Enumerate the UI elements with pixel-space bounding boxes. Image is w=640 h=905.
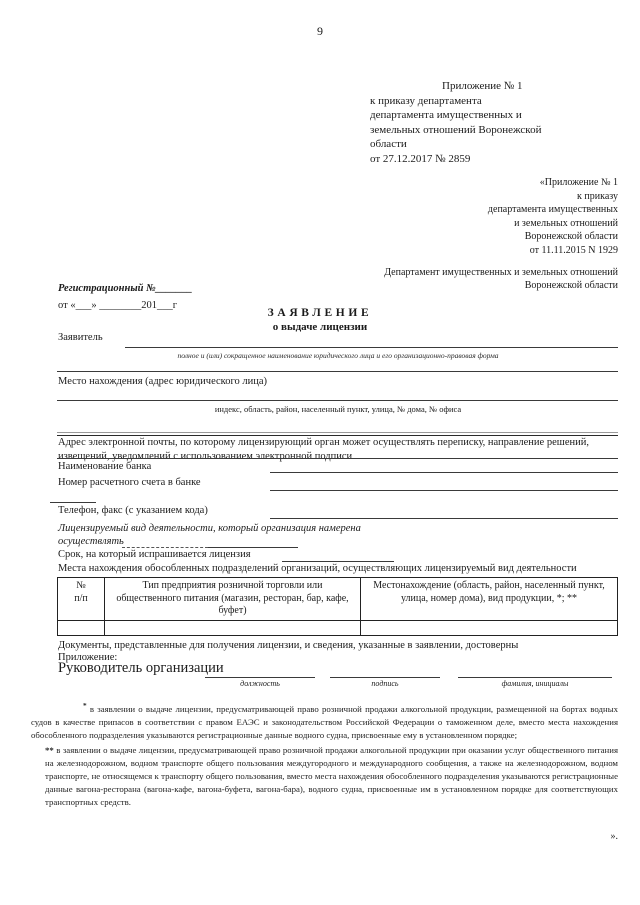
location-label: Место нахождения (адрес юридического лица)	[58, 376, 268, 387]
attachment-label: Приложение:	[58, 652, 118, 663]
closing-quote: ».	[610, 831, 618, 842]
declaration-text: Документы, представленные для получения лицензии, и сведения, указанные в заявлении, достоверны	[58, 640, 519, 651]
phone-fill-line	[270, 518, 618, 519]
head-of-organization-label: Руководитель организации	[58, 660, 224, 676]
applicant-label: Заявитель	[58, 332, 103, 343]
bank-name-fill-line	[270, 472, 618, 473]
appendix-ref-2015	[318, 176, 618, 257]
appendix-ref-line: области	[370, 138, 407, 150]
activity-fill-line-dashed	[122, 547, 208, 548]
branches-table	[57, 577, 618, 636]
appendix-ref-line: к приказу департамента	[370, 94, 482, 107]
position-caption: должность	[240, 679, 280, 688]
registration-date-label: от «___» ________201___г	[58, 300, 178, 311]
appendix-ref-line: Воронежской области	[524, 231, 618, 242]
activity-fill-line	[208, 547, 298, 548]
table-header-location: Местонахождение (область, район, населенный пункт, улица, номер дома), вид продукции, *; **	[361, 578, 618, 621]
appendix-ref-line: Приложение № 1	[442, 80, 523, 92]
appendix-ref-line: и земельных отношений	[514, 217, 618, 229]
location-fill-line	[57, 400, 618, 401]
account-number-label: Номер расчетного счета в банке	[58, 477, 201, 488]
name-caption: фамилия, инициалы	[501, 679, 569, 688]
department-line: Воронежской области	[524, 280, 618, 291]
appendix-ref-line: «Приложение № 1	[539, 177, 618, 188]
branches-label: Места нахождения обособленных подразделений организаций, осуществляющих лицензируемый вид деятельности	[58, 563, 577, 574]
table-cell-empty	[105, 620, 361, 635]
signature-line	[330, 677, 440, 678]
table-header-number	[58, 578, 105, 621]
location-caption: индекс, область, район, населенный пункт, улица, № дома, № офиса	[214, 404, 462, 414]
table-header-row	[58, 578, 618, 621]
signature-caption: подпись	[371, 679, 399, 688]
email-paragraph: Адрес электронной почты, по которому лицензирующий орган может осуществлять переписку, направление решений, извещений, уведомлений с использованием электронной подписи	[58, 437, 589, 462]
footnote-text: в заявлении о выдаче лицензии, предусматривающей право розничной продажи алкогольной продукции, размещенной на бортах водных судов в качестве припасов в соответствии с правом ЕАЭС и законодательством Российской Федерации о таможенном деле, вместо места нахождения обособленного подразделения указываются регистрационные данные водного судна, присвоенные ему в установленном порядке;	[31, 703, 618, 740]
department-line: Департамент имущественных и земельных отношений	[384, 267, 618, 278]
appendix-ref-line: департамента имущественных	[487, 204, 618, 215]
section-rule	[57, 371, 618, 372]
table-header-type: Тип предприятия розничной торговли или общественного питания (магазин, ресторан, бар, кафе, буфет)	[105, 578, 361, 621]
licensed-activity-label-line1: Лицензируемый вид деятельности, который организация намерена	[58, 523, 361, 534]
appendix-ref-line: департамента имущественных и	[370, 109, 522, 121]
section-rule	[50, 502, 96, 503]
document-subtitle: о выдаче лицензии	[272, 321, 368, 333]
footnote-double-star	[45, 744, 618, 809]
header-number-line1: №	[76, 580, 86, 591]
footnote-marker: *	[83, 701, 87, 710]
email-fill-line	[57, 458, 618, 459]
department-address	[258, 266, 618, 292]
bank-name-label: Наименование банка	[58, 461, 152, 472]
footnote-single-star	[31, 700, 618, 742]
table-row	[58, 620, 618, 635]
page-number: 9	[317, 24, 323, 38]
header-number-line2: п/п	[74, 592, 88, 604]
appendix-ref-line: к приказу	[577, 190, 618, 202]
name-signature-line	[458, 677, 612, 678]
table-cell-empty	[361, 620, 618, 635]
document-title: ЗАЯВЛЕНИЕ	[267, 307, 373, 319]
applicant-caption: полное и (или) сокращенное наименование юридического лица и его организационно-правовая форма	[177, 351, 499, 360]
term-fill-line	[282, 561, 394, 562]
appendix-ref-line: земельных отношений Воронежской	[370, 123, 542, 136]
license-term-label: Срок, на который испрашивается лицензия	[58, 549, 251, 560]
licensed-activity-label-line2: осуществлять	[58, 536, 124, 547]
registration-number-label: Регистрационный №_______	[58, 283, 193, 294]
position-signature-line	[205, 677, 315, 678]
applicant-fill-line	[125, 347, 618, 348]
appendix-ref-2017	[370, 79, 605, 166]
appendix-ref-line: от 27.12.2017 № 2859	[370, 152, 471, 165]
phone-fax-label: Телефон, факс (с указанием кода)	[58, 505, 208, 516]
footnote-text: в заявлении о выдаче лицензии, предусматривающей право розничной продажи алкогольной продукции при оказании услуг общественного питания на железнодорожном, водном транспорте общего пользования междугородного и международного сообщения, а также на железнодорожном, водном транспорте, не относящемся к транспорту общего пользования, вместо места нахождения обособленного подразделения указываются регистрационные данные вагона-ресторана (вагона-кафе, вагона-буфета, вагона-бара), водного судна, присвоенные им в установленном порядке для соответствующих транспортных средств.	[45, 745, 618, 807]
footnote-marker: **	[45, 745, 54, 755]
appendix-ref-line: от 11.11.2015 N 1929	[529, 244, 618, 256]
table-cell-empty	[58, 620, 105, 635]
account-fill-line	[270, 490, 618, 491]
